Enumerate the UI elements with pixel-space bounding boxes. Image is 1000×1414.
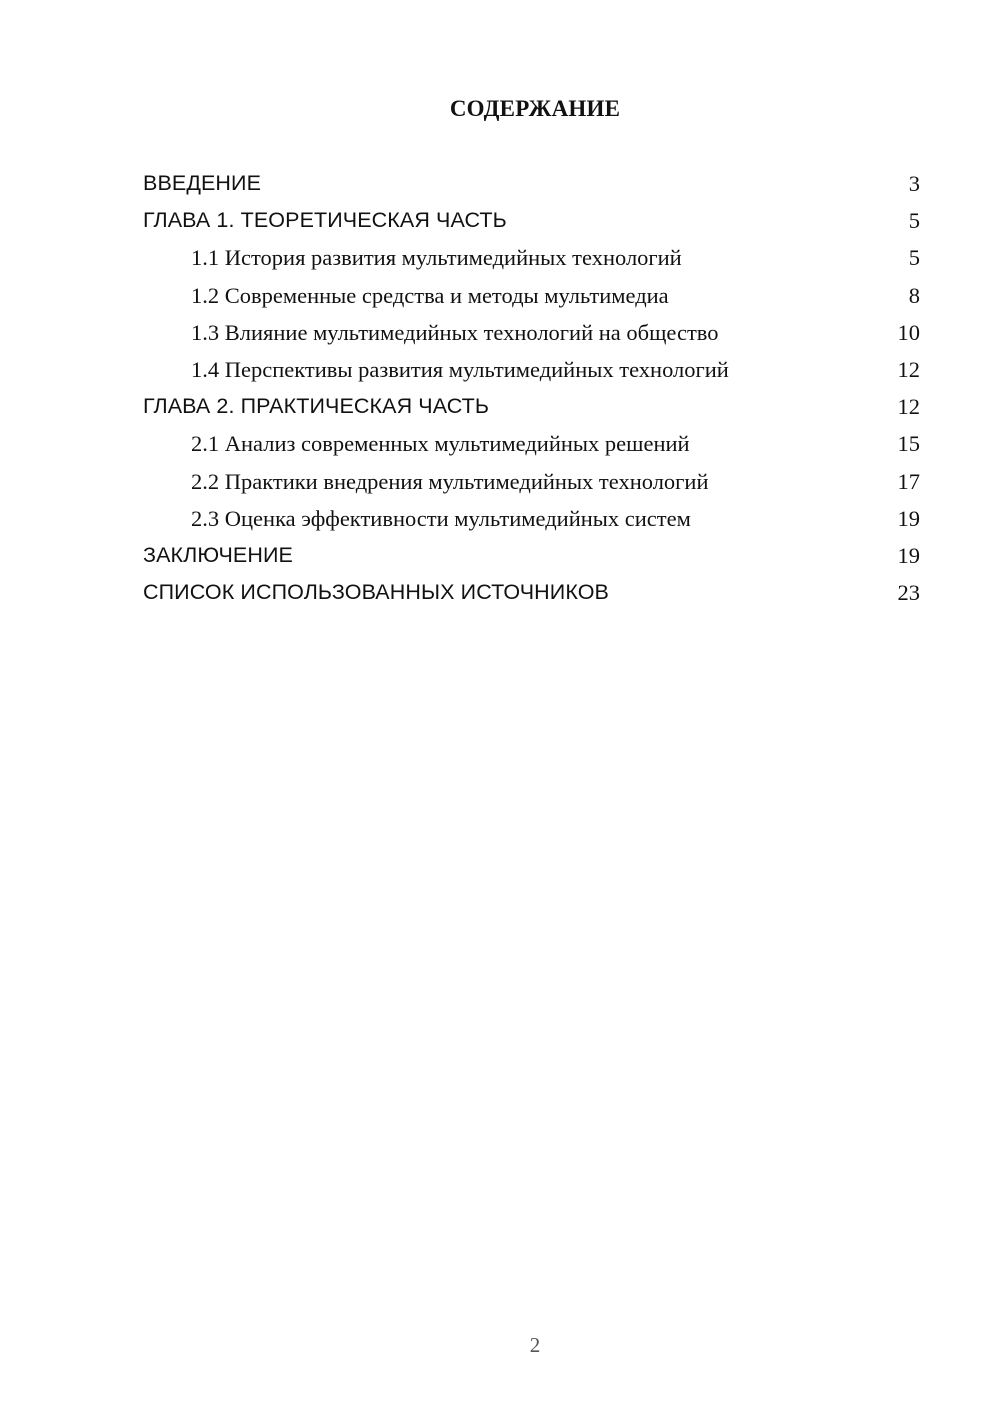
- toc-entry-page-number: 3: [908, 171, 920, 196]
- toc-entry-label: 2.3 Оценка эффективности мультимедийных систем: [191, 505, 691, 531]
- toc-entry-label: 1.3 Влияние мультимедийных технологий на общество: [191, 319, 719, 345]
- toc-entry-page-number: 17: [897, 468, 920, 494]
- toc-entry-label: СПИСОК ИСПОЛЬЗОВАННЫХ ИСТОЧНИКОВ: [143, 580, 609, 605]
- toc-entry-page-number: 15: [897, 431, 920, 457]
- page-number: 2: [529, 1333, 541, 1357]
- toc-entry-page-number: 8: [908, 282, 920, 308]
- toc-entry-page-number: 19: [897, 505, 920, 531]
- toc-entry-label: 1.1 История развития мультимедийных технологий: [191, 245, 682, 271]
- toc-entry-label: 1.2 Современные средства и методы мультимедиа: [191, 282, 669, 308]
- toc-entry-label: 2.1 Анализ современных мультимедийных решений: [191, 431, 690, 457]
- toc-entry-page-number: 5: [908, 245, 920, 271]
- toc-entry-label: 1.4 Перспективы развития мультимедийных технологий: [191, 356, 729, 382]
- toc-entry-label: ВВЕДЕНИЕ: [143, 171, 262, 195]
- toc-entry-page-number: 23: [897, 580, 920, 606]
- toc-entry-page-number: 10: [897, 319, 920, 345]
- toc-entry: [143, 388, 920, 425]
- toc-subentry: [143, 500, 920, 537]
- toc-subentry: [143, 463, 920, 500]
- toc-entry-label: 2.2 Практики внедрения мультимедийных технологий: [191, 468, 709, 494]
- toc-entry-page-number: 12: [897, 356, 920, 382]
- toc-entry-page-number: 12: [897, 394, 920, 420]
- toc-entry: [143, 537, 920, 574]
- toc-entry-label: ГЛАВА 2. ПРАКТИЧЕСКАЯ ЧАСТЬ: [143, 394, 490, 419]
- toc-subentry: [143, 277, 920, 314]
- toc-subentry: [143, 239, 920, 276]
- page-title: СОДЕРЖАНИЕ: [449, 96, 621, 121]
- toc-entry-page-number: 5: [908, 208, 920, 234]
- toc-entry-page-number: 19: [897, 542, 920, 568]
- toc-entry: [143, 202, 920, 239]
- toc-subentry: [143, 351, 920, 388]
- toc-subentry: [143, 425, 920, 462]
- toc-entry-label: ГЛАВА 1. ТЕОРЕТИЧЕСКАЯ ЧАСТЬ: [143, 208, 507, 233]
- table-of-contents: [143, 165, 920, 611]
- toc-entry-label: ЗАКЛЮЧЕНИЕ: [143, 542, 293, 567]
- toc-subentry: [143, 314, 920, 351]
- toc-entry: [143, 574, 920, 611]
- toc-entry: [143, 165, 920, 202]
